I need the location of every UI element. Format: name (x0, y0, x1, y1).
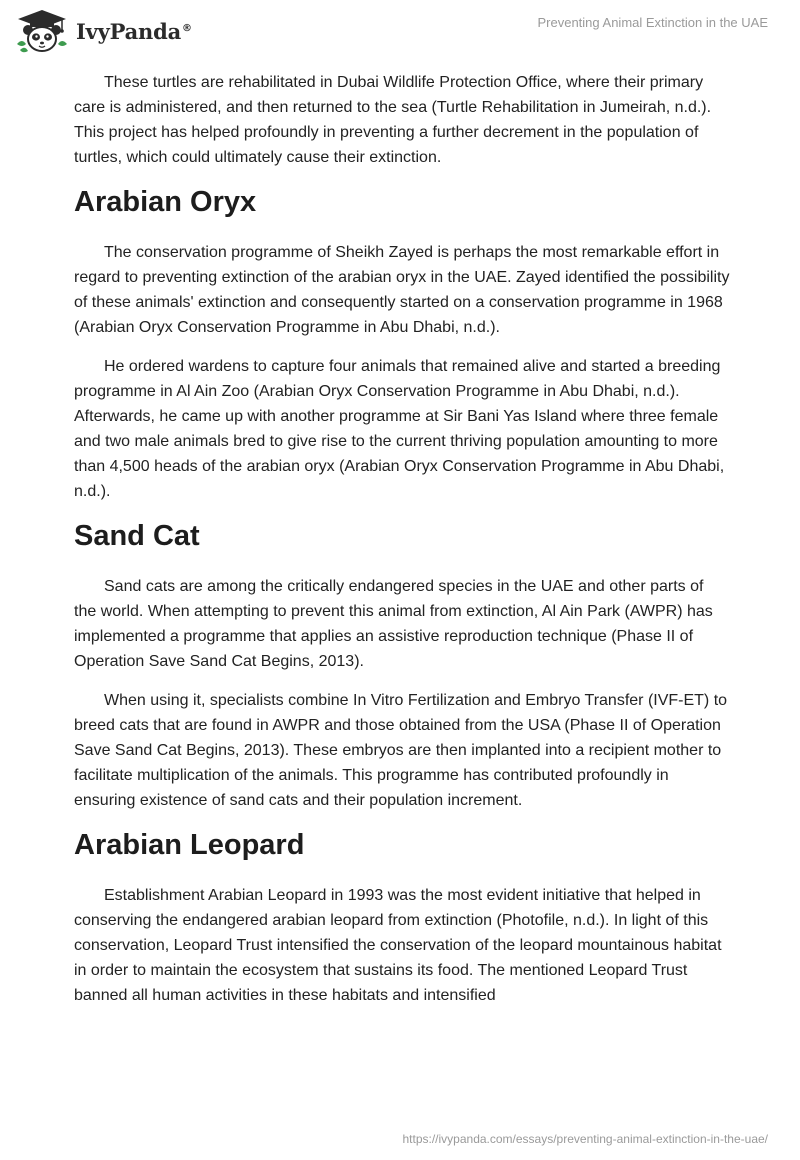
paragraph-sand-cat-ivf: When using it, specialists combine In Vitro Fertilization and Embryo Transfer (IVF-ET) to breed cats that are found in AWPR and those obtained from the USA (Phase II of Operation Save Sand Cat Begins, 2013). These embryos are then implanted into a recipient mother to facilitate multiplication of the animals. This programme has contributed profoundly in ensuring existence of sand cats and their population increment. (74, 692, 728, 809)
panda-graduate-icon (14, 8, 70, 54)
paragraph-turtles: These turtles are rehabilitated in Dubai Wildlife Protection Office, where their primary care is administered, and then returned to the sea (Turtle Rehabilitation in Jumeirah, n.d.). This project has helped profoundly in preventing a further decrement in the population of turtles, which could ultimately cause their extinction. (74, 74, 712, 166)
paragraph-oryx-breeding: He ordered wardens to capture four animals that remained alive and started a breeding programme in Al Ain Zoo (Arabian Oryx Conservation Programme in Abu Dhabi, n.d.). Afterwards, he came up with another programme at Sir Bani Yas Island where three female and two male animals bred to give rise to the current thriving population amounting to more than 4,500 heads of the arabian oryx (Arabian Oryx Conservation Programme in Abu Dhabi, n.d.). (74, 358, 725, 500)
paragraph-oryx-conservation: The conservation programme of Sheikh Zayed is perhaps the most remarkable effort in regard to preventing extinction of the arabian oryx in the UAE. Zayed identified the possibility of these animals' extinction and consequently started on a conservation programme in 1968 (Arabian Oryx Conservation Programme in Abu Dhabi, n.d.). (74, 244, 730, 336)
source-url[interactable]: https://ivypanda.com/essays/preventing-animal-extinction-in-the-uae/ (402, 1132, 768, 1146)
heading-sand-cat: Sand Cat (74, 520, 200, 552)
heading-arabian-leopard: Arabian Leopard (74, 829, 305, 861)
ivypanda-logo[interactable] (14, 8, 192, 54)
brand-name: IvyPanda® (76, 18, 192, 44)
page-header (0, 0, 800, 64)
heading-arabian-oryx: Arabian Oryx (74, 186, 257, 218)
paragraph-sand-cat-programme: Sand cats are among the critically endangered species in the UAE and other parts of the world. When attempting to prevent this animal from extinction, Al Ain Park (AWPR) has implemented a programme that applies an assistive reproduction technique (Phase II of Operation Save Sand Cat Begins, 2013). (74, 578, 713, 670)
registered-mark: ® (182, 22, 192, 34)
paragraph-leopard-trust: Establishment Arabian Leopard in 1993 was the most evident initiative that helped in conserving the endangered arabian leopard from extinction (Photofile, n.d.). In light of this conservation, Leopard Trust intensified the conservation of the leopard mountainous habitat in order to maintain the ecosystem that sustains its food. The mentioned Leopard Trust banned all human activities in these habitats and intensified (74, 887, 722, 1004)
document-title: Preventing Animal Extinction in the UAE (537, 15, 768, 30)
essay-content (74, 70, 730, 1022)
